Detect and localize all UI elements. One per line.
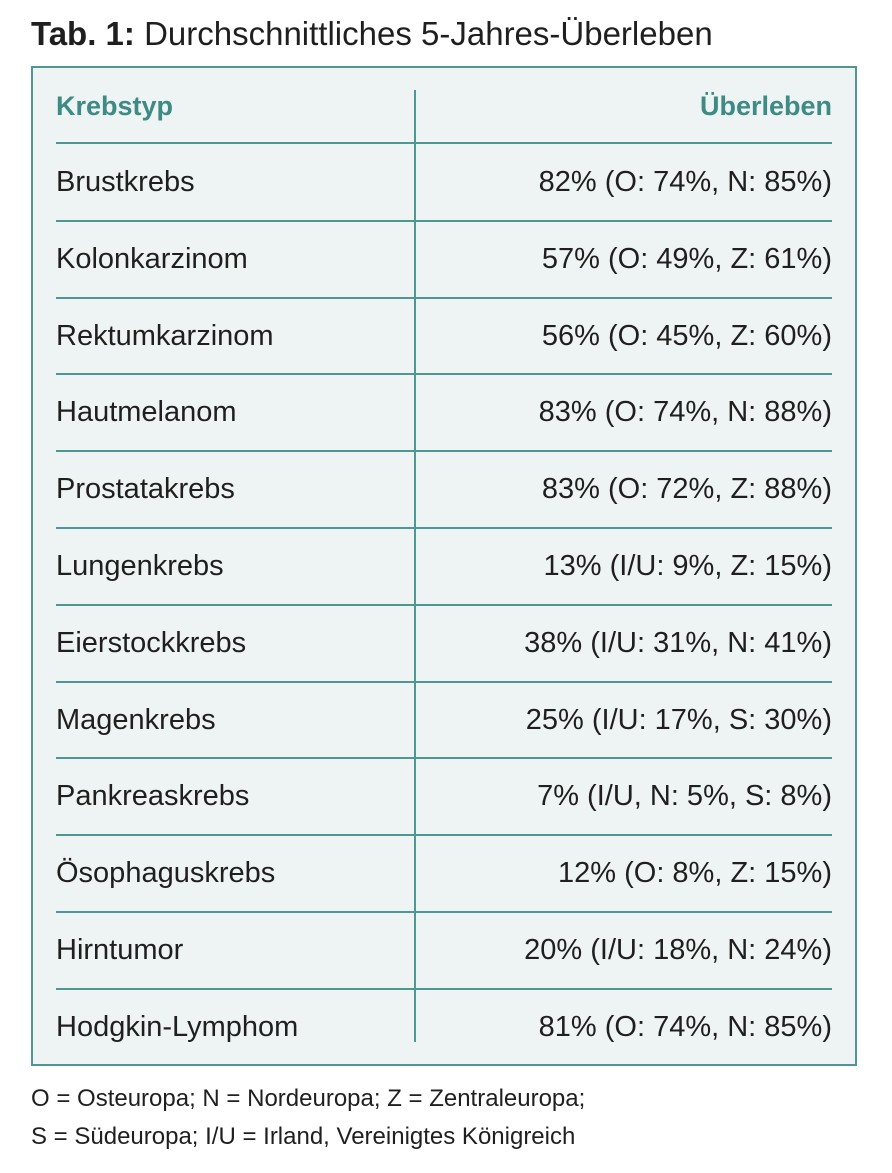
survival-cell: 38% (I/U: 31%, N: 41%)	[524, 627, 832, 659]
table-row	[56, 451, 832, 527]
survival-cell: 83% (O: 74%, N: 88%)	[538, 396, 832, 428]
survival-cell: 13% (I/U: 9%, Z: 15%)	[543, 550, 832, 582]
table-row	[56, 835, 832, 911]
survival-cell: 56% (O: 45%, Z: 60%)	[541, 320, 832, 352]
legend-line-2: S = Südeuropa; I/U = Irland, Vereinigtes Königreich	[31, 1123, 576, 1150]
column-header-survival: Überleben	[699, 91, 832, 121]
cancer-type-cell: Ösophaguskrebs	[56, 857, 276, 889]
table-title-prefix: Tab. 1:	[31, 15, 135, 52]
table-row	[56, 912, 832, 988]
table-row	[56, 374, 832, 450]
table-row	[56, 758, 832, 834]
survival-cell: 20% (I/U: 18%, N: 24%)	[524, 934, 832, 966]
cancer-type-cell: Magenkrebs	[56, 704, 216, 736]
survival-cell: 57% (O: 49%, Z: 61%)	[541, 243, 832, 275]
survival-cell: 83% (O: 72%, Z: 88%)	[541, 473, 832, 505]
cancer-type-cell: Rektumkarzinom	[56, 320, 274, 352]
cancer-type-cell: Hodgkin-Lymphom	[56, 1011, 299, 1043]
cancer-type-cell: Prostatakrebs	[56, 473, 235, 505]
survival-cell: 7% (I/U, N: 5%, S: 8%)	[537, 780, 832, 812]
table-row	[56, 989, 832, 1065]
cancer-type-cell: Hautmelanom	[56, 396, 237, 428]
survival-cell: 82% (O: 74%, N: 85%)	[538, 166, 832, 198]
cancer-type-cell: Brustkrebs	[56, 166, 195, 198]
cancer-type-cell: Pankreaskrebs	[56, 780, 250, 812]
table-title-text: Durchschnittliches 5-Jahres-Überleben	[144, 15, 713, 52]
survival-table	[31, 66, 857, 1066]
survival-cell: 12% (O: 8%, Z: 15%)	[558, 857, 832, 889]
table-row	[56, 298, 832, 374]
column-header-cancer-type: Krebstyp	[56, 91, 174, 121]
table-row	[56, 605, 832, 681]
survival-cell: 25% (I/U: 17%, S: 30%)	[525, 704, 832, 736]
table-row	[56, 144, 832, 220]
table-row	[56, 682, 832, 758]
survival-cell: 81% (O: 74%, N: 85%)	[538, 1011, 832, 1043]
cancer-type-cell: Kolonkarzinom	[56, 243, 248, 275]
table-row	[56, 221, 832, 297]
legend-line-1: O = Osteuropa; N = Nordeuropa; Z = Zentraleuropa;	[31, 1085, 586, 1112]
cancer-type-cell: Eierstockkrebs	[56, 627, 247, 659]
cancer-type-cell: Hirntumor	[56, 934, 184, 966]
cancer-type-cell: Lungenkrebs	[56, 550, 224, 582]
table-row	[56, 528, 832, 604]
table-title	[31, 12, 713, 56]
